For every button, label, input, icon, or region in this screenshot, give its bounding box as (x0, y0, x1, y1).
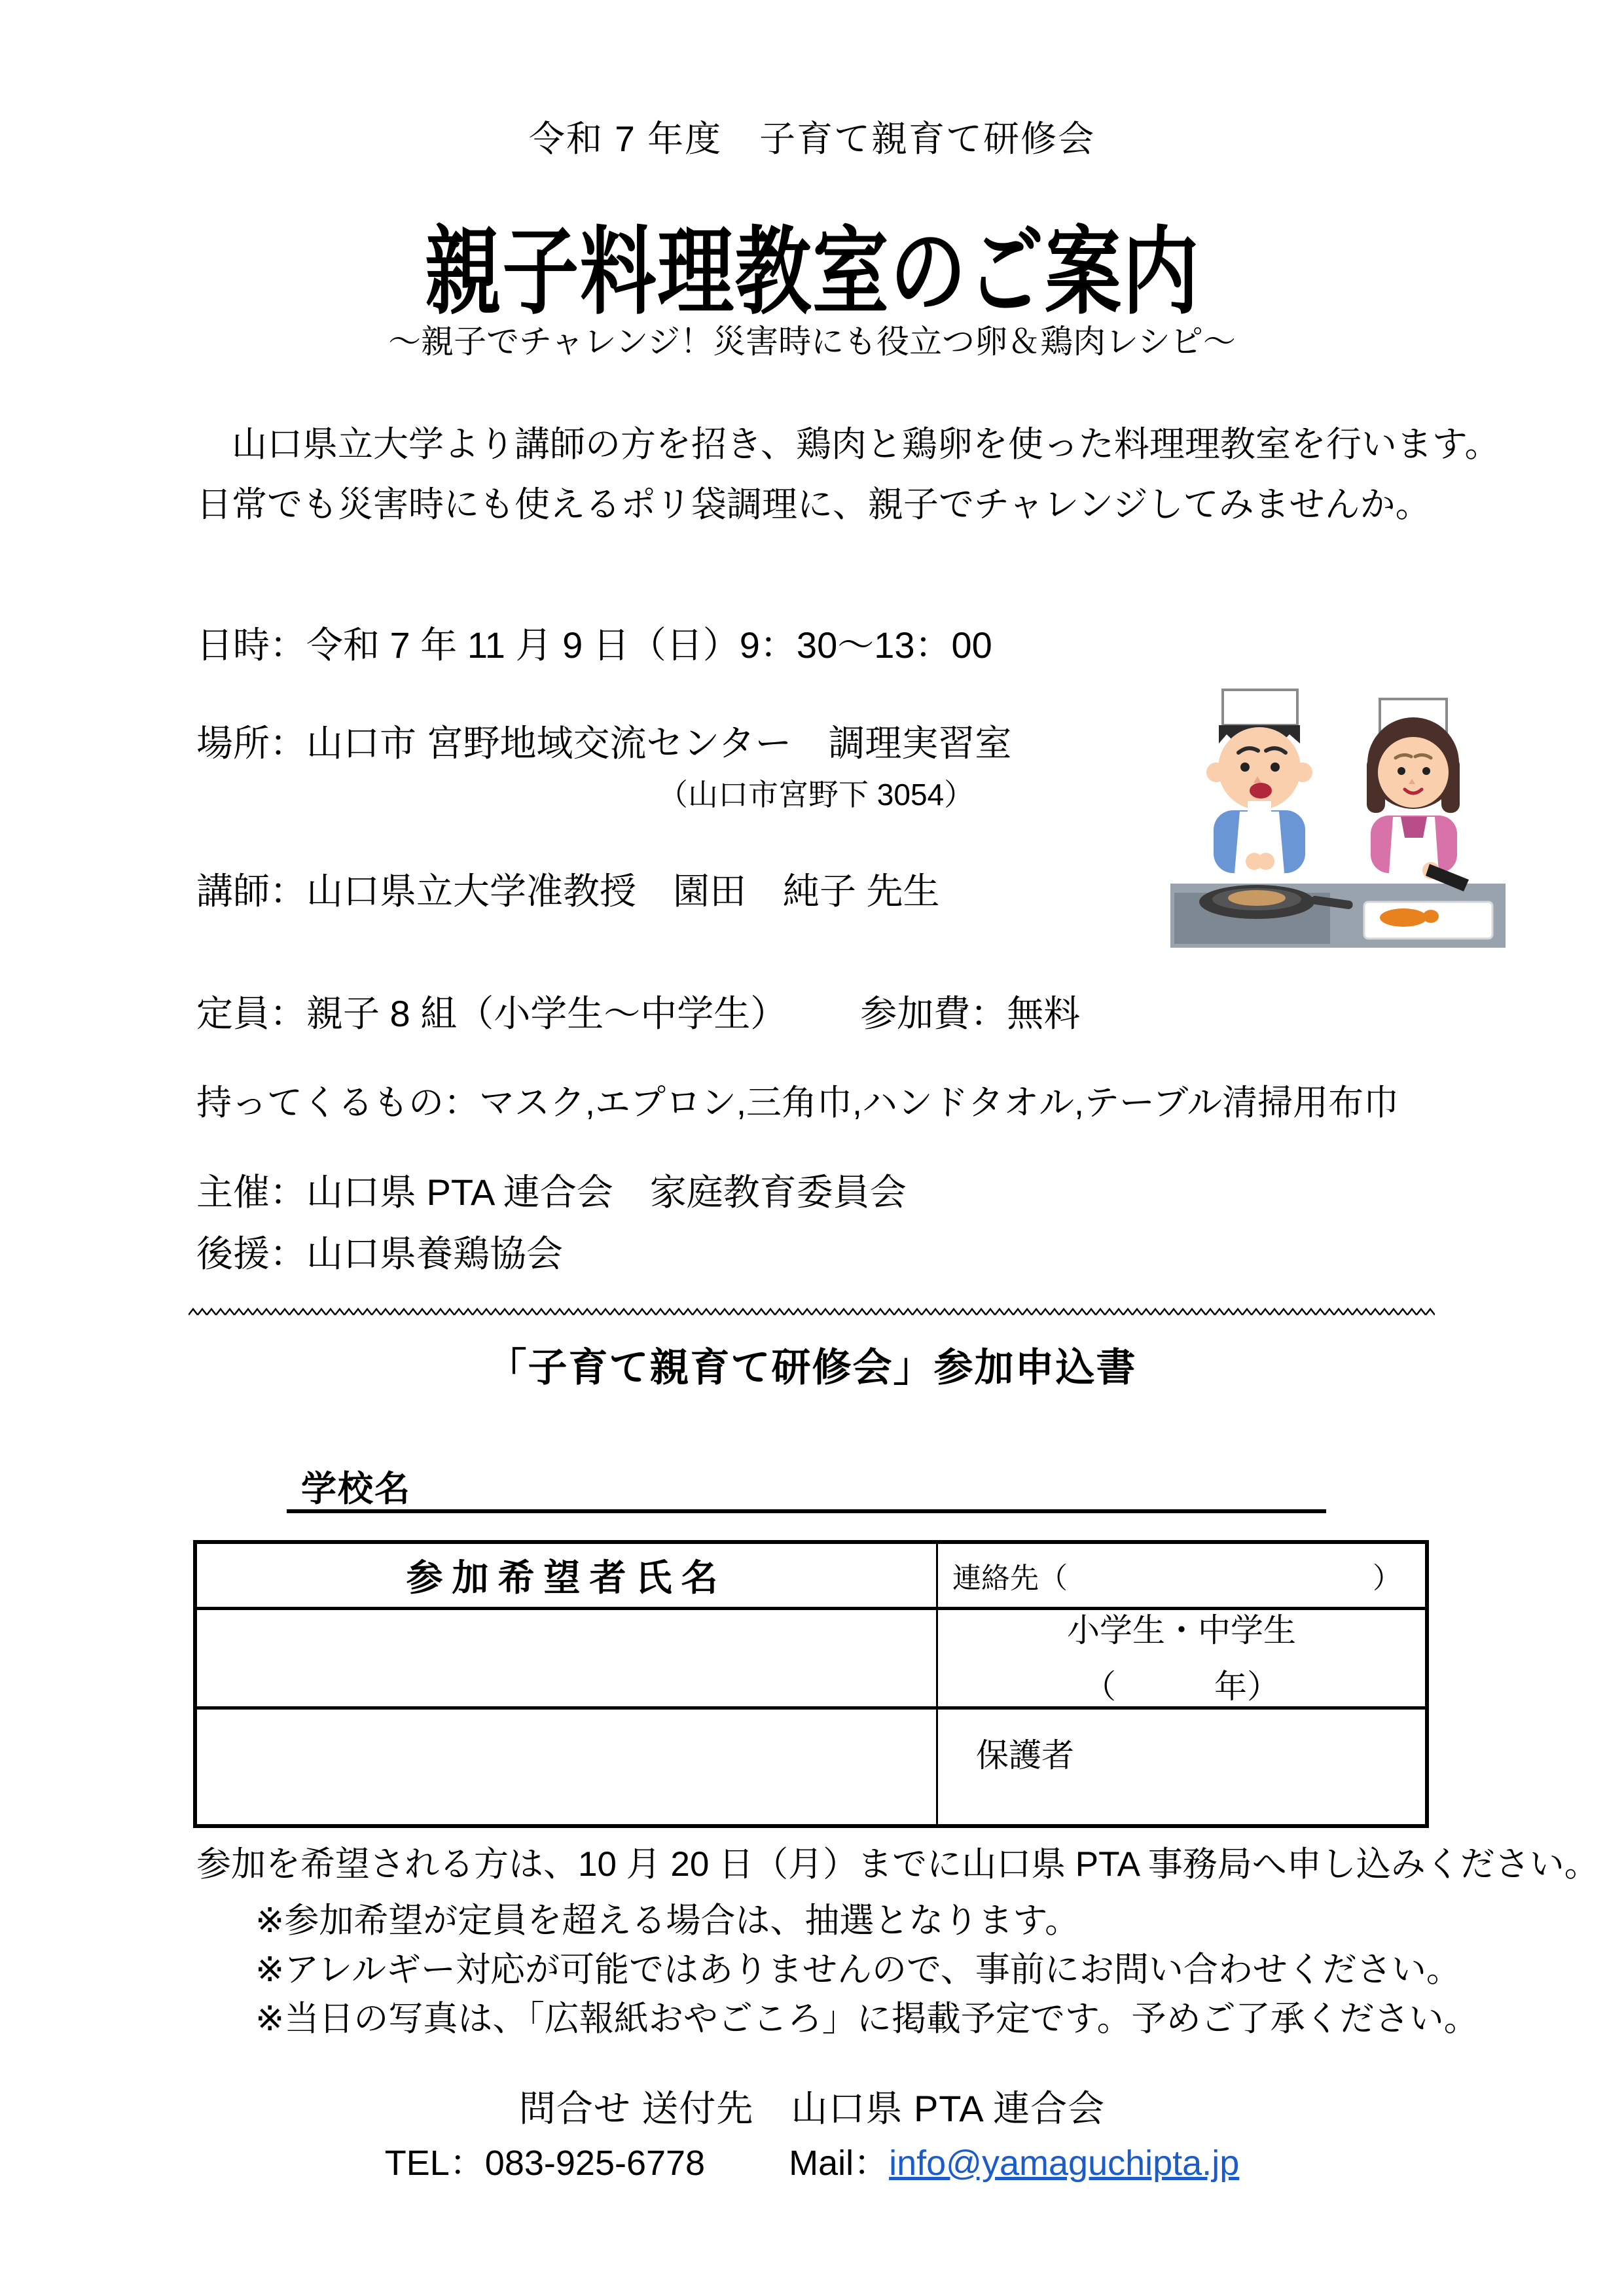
note-photo: ※当日の写真は、「広報紙おやごころ」に掲載予定です。予めご了承ください。 (255, 2000, 1479, 2038)
subtitle: ～親子でチャレンジ！災害時にも役立つ卵＆鶏肉レシピ～ (388, 323, 1236, 360)
contact-label-close: ） (1373, 1562, 1401, 1594)
table-cell-guardian-name-blank (197, 1710, 938, 1824)
deadline-note: 参加を希望される方は、10 月 20 日（月）までに山口県 PTA 事務局へ申し込みください。 (196, 1845, 1599, 1884)
table-cell-student-type (938, 1610, 1425, 1710)
table-cell-student-name-blank (197, 1610, 938, 1710)
table-header-contact (938, 1544, 1425, 1610)
detail-bring: 持ってくるもの：マスク,エプロン,三角巾,ハンドタオル,テーブル清掃用布巾 (196, 1083, 1399, 1122)
page-title (0, 195, 1624, 332)
footer-contact-line: 問合せ 送付先 山口県 PTA 連合会 (518, 2088, 1106, 2129)
page-title-text: 親子料理教室のご案内 (424, 219, 1200, 325)
mail-link[interactable]: info@yamaguchipta.jp (889, 2144, 1240, 2183)
detail-place-address: （山口市宮野下 3054） (658, 778, 975, 812)
school-name-label: 学校名 (301, 1469, 411, 1509)
note-lottery: ※参加希望が定員を超える場合は、抽選となります。 (255, 1901, 1080, 1940)
notes-block (196, 1837, 1599, 2036)
detail-datetime: 日時：令和 7 年 11 月 9 日（日）9：30～13：00 (196, 624, 992, 666)
school-name-field (287, 1461, 1326, 1513)
footer-tel-mail-line (0, 2135, 1624, 2185)
note-allergy: ※アレルギー対応が可能ではありませんので、事前にお問い合わせください。 (255, 1950, 1461, 1989)
signup-table (193, 1540, 1429, 1828)
event-year-heading: 令和 7 年度 子育て親育て研修会 (528, 118, 1096, 159)
detail-fee: 参加費：無料 (860, 993, 1081, 1034)
intro-line-2: 日常でも災害時にも使えるポリ袋調理に、親子でチャレンジしてみませんか。 (196, 485, 1431, 524)
mail-label: Mail： (789, 2144, 890, 2183)
table-cell-guardian-label: 保護者 (976, 1737, 1074, 1774)
application-form-title: 「子育て親育て研修会」参加申込書 (487, 1346, 1137, 1390)
detail-capacity: 定員：親子 8 組（小学生～中学生） (196, 993, 787, 1034)
intro-line-1: 山口県立大学より講師の方を招き、鶏肉と鶏卵を使った料理理教室を行います。 (196, 425, 1500, 464)
detail-capacity-fee (196, 985, 1080, 1037)
student-grade-line: （ 年） (1083, 1668, 1280, 1705)
detail-lecturer: 講師：山口県立大学准教授 園田 純子 先生 (196, 870, 940, 912)
student-type-line: 小学生・中学生 (1067, 1611, 1296, 1649)
table-header-applicant-name: 参加希望者氏名 (197, 1544, 938, 1610)
contact-label-open: 連絡先（ (952, 1562, 1068, 1594)
zigzag-divider (189, 1306, 1435, 1318)
intro-paragraph (196, 414, 1500, 535)
cooking-illustration (1170, 686, 1506, 948)
detail-place: 場所：山口市 宮野地域交流センター 調理実習室 (196, 723, 1012, 764)
tel-number: TEL：083-925-6778 (384, 2144, 706, 2183)
detail-organizer: 主催：山口県 PTA 連合会 家庭教育委員会 (196, 1172, 907, 1213)
detail-supporter: 後援：山口県養鶏協会 (196, 1233, 563, 1274)
